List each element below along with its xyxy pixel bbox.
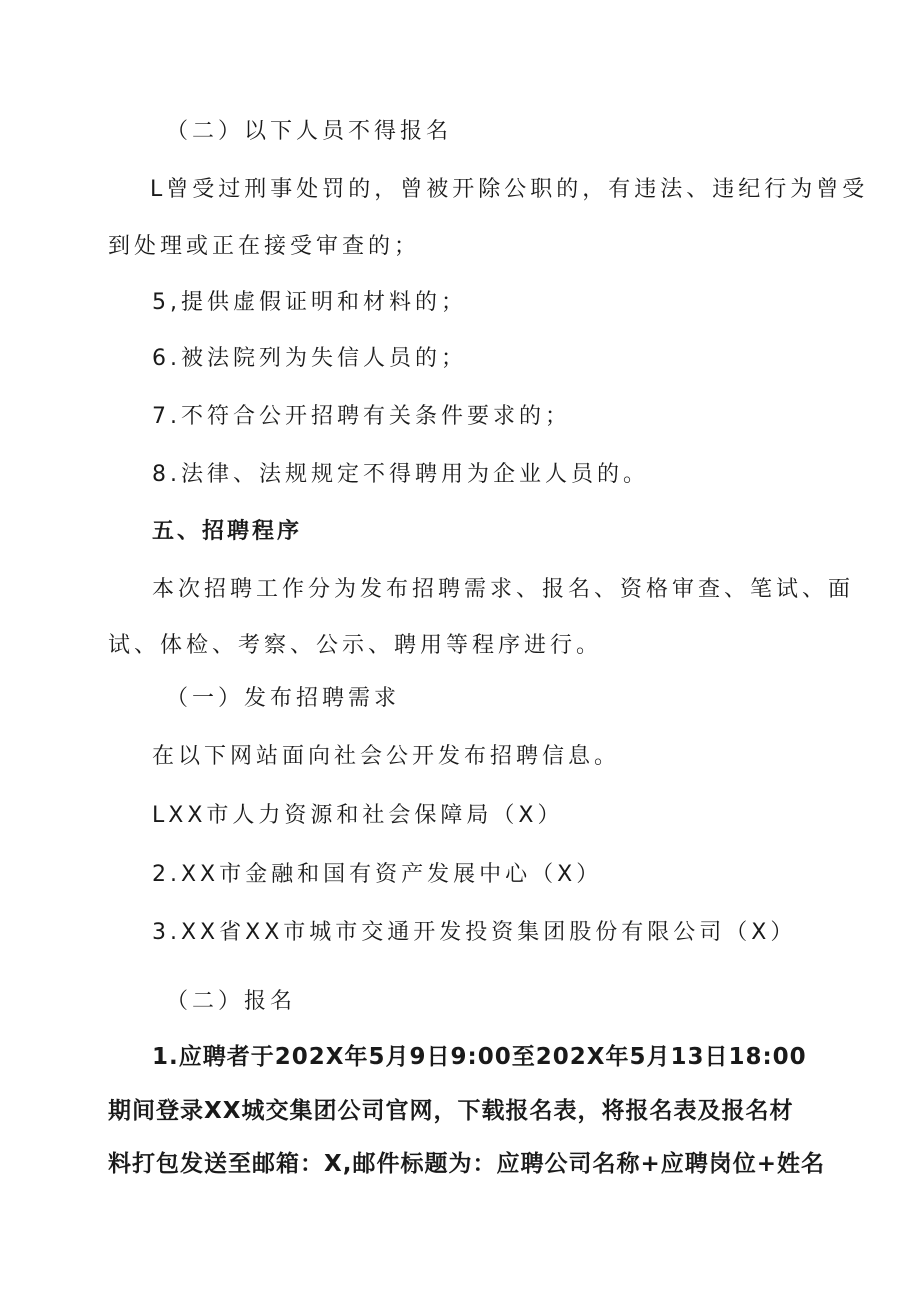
list-item: LXX市人力资源和社会保障局（X） bbox=[152, 803, 564, 828]
paragraph-line: 到处理或正在接受审查的； bbox=[108, 234, 421, 259]
paragraph-line: 本次招聘工作分为发布招聘需求、报名、资格审查、笔试、面 bbox=[152, 577, 855, 602]
subsection-heading-registration: （二）报名 bbox=[166, 989, 297, 1014]
list-item: 7.不符合公开招聘有关条件要求的； bbox=[152, 404, 571, 429]
section-heading-recruitment-procedure: 五、招聘程序 bbox=[152, 519, 303, 544]
paragraph-line: 料打包发送至邮箱：X,邮件标题为：应聘公司名称+应聘岗位+姓名 bbox=[108, 1151, 826, 1177]
list-item: 6.被法院列为失信人员的； bbox=[152, 346, 467, 371]
paragraph-line: 在以下网站面向社会公开发布招聘信息。 bbox=[152, 744, 621, 769]
list-item: 3.XX省XX市城市交通开发投资集团股份有限公司（X） bbox=[152, 920, 797, 945]
paragraph-line: L曾受过刑事处罚的，曾被开除公职的，有违法、违纪行为曾受 bbox=[150, 177, 869, 202]
list-item: 8.法律、法规规定不得聘用为企业人员的。 bbox=[152, 462, 649, 487]
paragraph-line: 1.应聘者于202X年5月9日9:00至202X年5月13日18:00 bbox=[152, 1044, 807, 1070]
paragraph-line: 期间登录XX城交集团公司官网，下载报名表，将报名表及报名材 bbox=[108, 1098, 794, 1124]
subsection-heading-publish: （一）发布招聘需求 bbox=[166, 686, 401, 711]
list-item: 5,提供虚假证明和材料的； bbox=[152, 290, 467, 315]
list-item: 2.XX市金融和国有资产发展中心（X） bbox=[152, 862, 603, 887]
paragraph-line: 试、体检、考察、公示、聘用等程序进行。 bbox=[108, 633, 603, 658]
subsection-heading-ineligible: （二）以下人员不得报名 bbox=[166, 119, 453, 144]
